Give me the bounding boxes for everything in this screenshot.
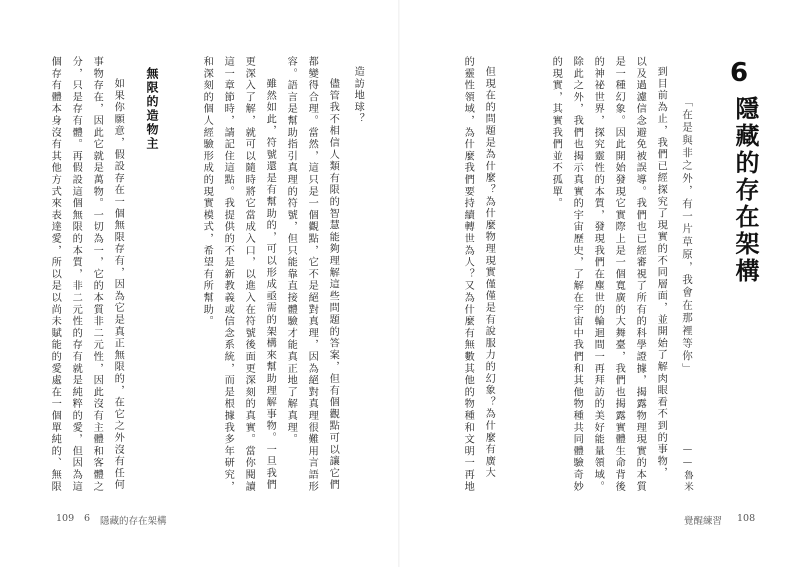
text-column: 以及過濾信念避免被誤導。我們也已經審視了所有的科學證據，揭露物理現實的本質 — [634, 56, 646, 493]
text-column: 的靈性領域，為什麼我們要持續轉世為人？又為什麼有無數其他的物種和文明一再地 — [462, 56, 474, 493]
gutter — [398, 0, 400, 567]
text-column: 都變得合理。當然，這只是一個觀點，它不是絕對真理，因為絕對真理很難用言語形 — [306, 56, 318, 493]
text-column: 到目前為止，我們已經探究了現實的不同層面，並開始了解肉眼看不到的事物， — [655, 66, 667, 479]
footer-chapter-number: 6 — [84, 513, 91, 524]
text-column: 雖然如此，符號還是有幫助的，可以形成亟需的架構來幫助理解事物。一旦我們 — [264, 78, 276, 491]
footer-page-number: 108 — [737, 513, 756, 524]
text-column: 儘管我不相信人類有限的智慧能夠理解這些問題的答案，但有個觀點可以讓它們 — [327, 78, 339, 491]
text-column: 個存有體本身沒有其他方式來表達愛，所以是以尚未賦能的愛處在一個單純的、無限 — [49, 56, 61, 493]
chapter-title: 隱藏的存在架構 — [731, 96, 759, 285]
text-column: 事物存在，因此它就是萬物。一切為一，它的本質非二元性，因此沒有主體和客體之 — [91, 56, 103, 493]
text-column: 容。語言是幫助指引真理的符號，但只能靠直接體驗才能真正地了解真理。 — [285, 56, 297, 446]
footer-title: 隱藏的存在架構 — [100, 516, 167, 527]
text-column: 的神祕世界，探究靈性的本質，發現我們在塵世的輪迴間一再拜訪的美好能量領域。 — [592, 56, 604, 493]
text-column: 這一章節時，請記住這點。我提供的不是新教義或信念系統，而是根據我多年研究， — [222, 56, 234, 493]
section-heading: 無限的造物主 — [145, 67, 159, 151]
footer-title: 覺醒練習 — [684, 516, 723, 527]
footer-page-number: 109 — [56, 513, 75, 524]
text-column: 但現在的問題是為什麼？為什麼物理現實僅僅是有說服力的幻象？為什麼有廣大 — [483, 66, 495, 479]
text-column: 和深刻的個人經驗形成的現實模式，希望有所幫助。 — [201, 56, 213, 328]
text-column: 除此之外，我們也揭示真實的宇宙歷史，了解在宇宙中我們和其他物種共同體驗奇妙 — [571, 56, 583, 493]
chapter-number: 6 — [730, 58, 749, 88]
text-column: 是一種幻象。因此開始發現它實際上是一個寬廣的大舞臺，我們也揭露實體生命背後 — [613, 56, 625, 493]
epigraph: 「在是與非之外，有一片草原，我會在那裡等你」 — [681, 96, 693, 376]
text-column: 更深入了解，就可以隨時將它當成入口，以進入在符號後面更深刻的真實。當你閱讀 — [243, 56, 255, 493]
text-column: 的現實，其實我們並不孤單。 — [550, 56, 562, 210]
text-column: 造訪地球？ — [352, 66, 364, 125]
text-column: 分，只是存有體。再假設這個無限的本質，非二元性的存有就是純粹的愛，但因為這 — [70, 56, 82, 493]
text-column: 如果你願意，假設存在一個無限存有，因為它是真正無限的，在它之外沒有任何 — [112, 78, 124, 491]
epigraph-attribution: ——魯米 — [682, 444, 693, 493]
